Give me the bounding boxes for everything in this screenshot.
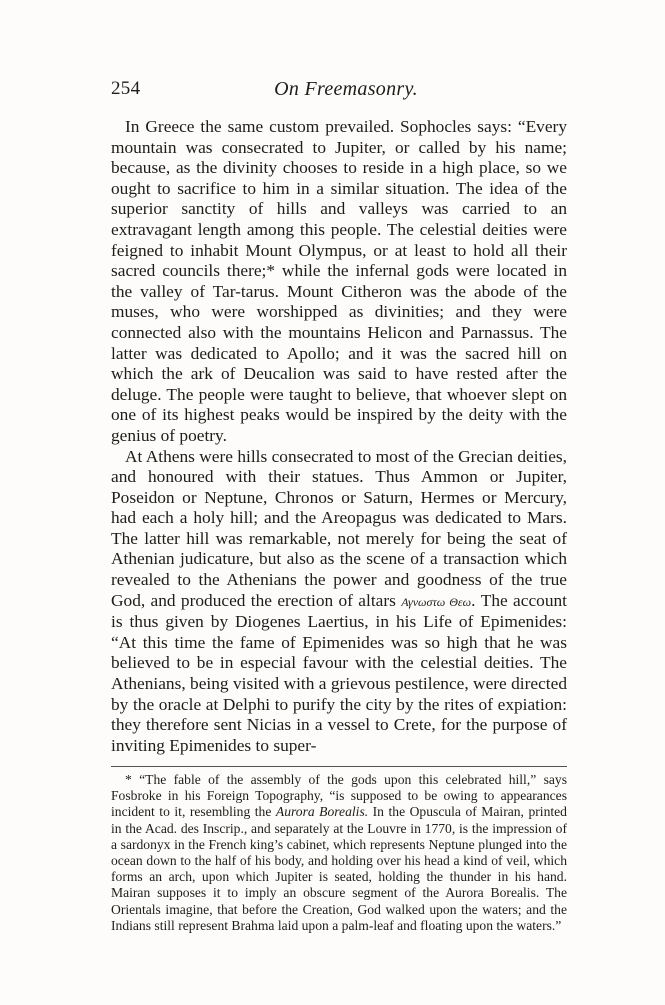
paragraph-greece: In Greece the same custom prevailed. Sophocles says: “Every mountain was consecrated to Jupiter, or called by his name; because, as the divinity chooses to reside in a high place, so we ought to sacrifice to him in a similar situation. The idea of the superior sanctity of hills and valleys was carried to an extravagant length among this people. The celestial deities were feigned to inhabit Mount Olympus, or at least to hold all their sacred councils there;* while the infernal gods were located in the valley of Tar-tarus. Mount Citheron was the abode of the muses, who were worshipped as divinities; and they were connected also with the mountains Helicon and Parnassus. The latter was dedicated to Apollo; and it was the sacred hill on which the ark of Deucalion was said to have rested after the deluge. The people were taught to believe, that whoever slept on one of its highest peaks would be inspired by the deity with the genius of poetry.	[111, 117, 567, 445]
footnote-text-end: In the Opuscula of Mairan, printed in the Acad. des Inscrip., and separately at the Louvre in 1770, is the impression of a sardonyx in the French king’s cabinet, which represents Neptune plunged into the ocean down to the half of his body, and holding over his head a kind of veil, which forms an arch, upon which Jupiter is seated, holding the thunder in his hand. Mairan supposes it to imply an obscure segment of the Aurora Borealis. The Orientals imagine, that before the Creation, God walked upon the waters; and the Indians still represent Brahma laid upon a palm-leaf and floating upon the waters.”	[111, 804, 567, 933]
running-title: On Freemasonry.	[274, 78, 418, 100]
footnote-italic-term: Aurora Borealis.	[275, 804, 369, 820]
footnote-text-start: * “The fable of the assembly of the gods upon this celebrated hill,” says Fosbroke in his Foreign Topography, “is supposed to be owing to appearances incident to it, resembling the	[111, 772, 567, 820]
greek-inscription: Αγνωστω Θεω	[401, 594, 472, 609]
page-header	[111, 78, 571, 106]
paragraph-athens-text-end: . The account is thus given by Diogenes Laertius, in his Life of Epimenides: “At this time the fame of Epimenides was so high that he was believed to be in especial favour with the celestial deities. The Athenians, being visited with a grievous pestilence, were directed by the oracle at Delphi to purify the city by the rites of expiation: they therefore sent Nicias in a vessel to Crete, for the purpose of inviting Epimenides to super-	[111, 590, 567, 755]
main-text	[111, 117, 567, 756]
page-number: 254	[111, 78, 141, 99]
paragraph-athens-text-start: At Athens were hills consecrated to most of the Grecian deities, and honoured with their statues. Thus Ammon or Jupiter, Poseidon or Neptune, Chronos or Saturn, Hermes or Mercury, had each a holy hill; and the Areopagus was dedicated to Mars. The latter hill was remarkable, not merely for being the seat of Athenian judicature, but also as the scene of a transaction which revealed to the Athenians the power and goodness of the true God, and produced the erection of altars	[111, 446, 567, 610]
footnote-paragraph	[111, 772, 567, 934]
footnote-divider	[111, 766, 567, 767]
paragraph-athens	[111, 447, 567, 757]
footnote	[111, 772, 567, 934]
